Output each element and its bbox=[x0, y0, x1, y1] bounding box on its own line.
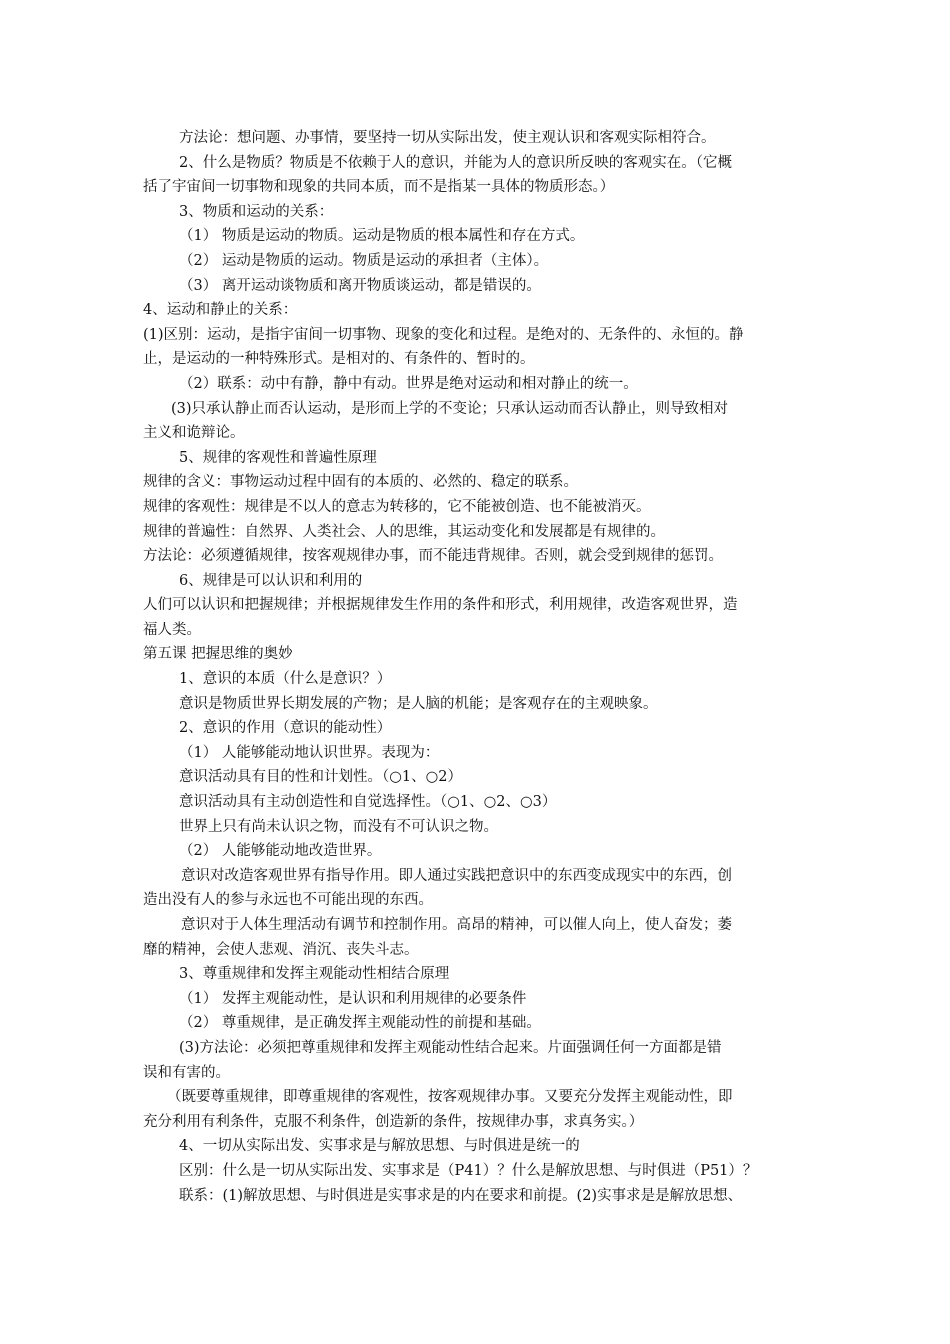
text-line: （2）联系：动中有静，静中有动。世界是绝对运动和相对静止的统一。 bbox=[179, 375, 638, 392]
text-line: 6、规律是可以认识和利用的 bbox=[179, 572, 363, 589]
text-line: 括了宇宙间一切事物和现象的共同本质，而不是指某一具体的物质形态。） bbox=[143, 179, 615, 196]
text-line: 意识对于人体生理活动有调节和控制作用。高昂的精神，可以催人向上，使人奋发；萎 bbox=[181, 917, 732, 933]
text-line: 3、物质和运动的关系： bbox=[179, 203, 334, 220]
text-line: 充分利用有利条件，克服不利条件，创造新的条件，按规律办事，求真务实。） bbox=[143, 1113, 644, 1130]
text-line: 2、什么是物质？物质是不依赖于人的意识，并能为人的意识所反映的客观实在。（它概 bbox=[179, 154, 732, 171]
text-line: 规律的客观性：规律是不以人的意志为转移的，它不能被创造、也不能被消灭。 bbox=[143, 498, 651, 515]
text-line: （2） 运动是物质的运动。物质是运动的承担者（主体）。 bbox=[179, 252, 549, 269]
text-line: （3） 离开运动谈物质和离开物质谈运动，都是错误的。 bbox=[179, 277, 541, 294]
text-line: 区别：什么是一切从实际出发、实事求是（P41）？什么是解放思想、与时俱进（P51）？ bbox=[179, 1162, 758, 1179]
text-line: 福人类。 bbox=[143, 621, 201, 638]
text-line: 意识活动具有主动创造性和自觉选择性。（○1、○2、○3） bbox=[179, 794, 557, 811]
text-line: 误和有害的。 bbox=[143, 1064, 230, 1081]
text-line: 规律的普遍性：自然界、人类社会、人的思维，其运动变化和发展都是有规律的。 bbox=[143, 523, 665, 540]
text-line: 意识是物质世界长期发展的产物；是人脑的机能；是客观存在的主观映象。 bbox=[179, 695, 658, 712]
text-line: 4、一切从实际出发、实事求是与解放思想、与时俱进是统一的 bbox=[179, 1138, 580, 1155]
text-line: 止，是运动的一种特殊形式。是相对的、有条件的、暂时的。 bbox=[143, 351, 535, 368]
text-line: 第五课 把握思维的奥妙 bbox=[143, 646, 293, 663]
text-line: 造出没有人的参与永远也不可能出现的东西。 bbox=[143, 892, 433, 909]
text-line: 意识对改造客观世界有指导作用。即人通过实践把意识中的东西变成现实中的东西，创 bbox=[181, 867, 732, 884]
text-line: 靡的精神，会使人悲观、消沉、丧失斗志。 bbox=[143, 941, 419, 958]
text-line: 主义和诡辩论。 bbox=[143, 425, 245, 442]
text-line: （1） 发挥主观能动性，是认识和利用规律的必要条件 bbox=[179, 990, 527, 1007]
text-line: (3)方法论：必须把尊重规律和发挥主观能动性结合起来。片面强调任何一方面都是错 bbox=[179, 1039, 722, 1056]
text-line: 世界上只有尚未认识之物，而没有不可认识之物。 bbox=[179, 818, 498, 835]
text-line: 4、运动和静止的关系： bbox=[143, 302, 298, 319]
text-line: 5、规律的客观性和普遍性原理 bbox=[179, 449, 377, 466]
text-line: (1)区别：运动，是指宇宙间一切事物、现象的变化和过程。是绝对的、无条件的、永恒的。静 bbox=[143, 326, 744, 343]
text-line: 1、意识的本质（什么是意识？） bbox=[179, 671, 392, 688]
text-line: 方法论：必须遵循规律，按客观规律办事，而不能违背规律。否则，就会受到规律的惩罚。 bbox=[143, 548, 723, 565]
text-line: （既要尊重规律，即尊重规律的客观性，按客观规律办事。又要充分发挥主观能动性，即 bbox=[167, 1089, 733, 1106]
text-line: 规律的含义：事物运动过程中固有的本质的、必然的、稳定的联系。 bbox=[143, 474, 578, 491]
text-line: 意识活动具有目的性和计划性。（○1、○2） bbox=[179, 769, 463, 786]
text-line: 联系：(1)解放思想、与时俱进是实事求是的内在要求和前提。(2)实事求是是解放思想、 bbox=[179, 1187, 743, 1204]
text-line: （1） 物质是运动的物质。运动是物质的根本属性和存在方式。 bbox=[179, 228, 585, 245]
text-line: （1） 人能够能动地认识世界。表现为： bbox=[179, 744, 440, 761]
text-line: 3、尊重规律和发挥主观能动性相结合原理 bbox=[179, 966, 450, 983]
text-line: （2） 尊重规律，是正确发挥主观能动性的前提和基础。 bbox=[179, 1015, 541, 1032]
text-line: 方法论：想问题、办事情，要坚持一切从实际出发，使主观认识和客观实际相符合。 bbox=[179, 130, 716, 146]
text-line: 2、意识的作用（意识的能动性） bbox=[179, 720, 392, 737]
document-body bbox=[143, 126, 811, 1208]
text-line: (3)只承认静止而否认运动，是形而上学的不变论；只承认运动而否认静止，则导致相对 bbox=[171, 400, 729, 417]
text-line: （2） 人能够能动地改造世界。 bbox=[179, 843, 382, 860]
text-line: 人们可以认识和把握规律；并根据规律发生作用的条件和形式，利用规律，改造客观世界，造 bbox=[143, 597, 738, 614]
